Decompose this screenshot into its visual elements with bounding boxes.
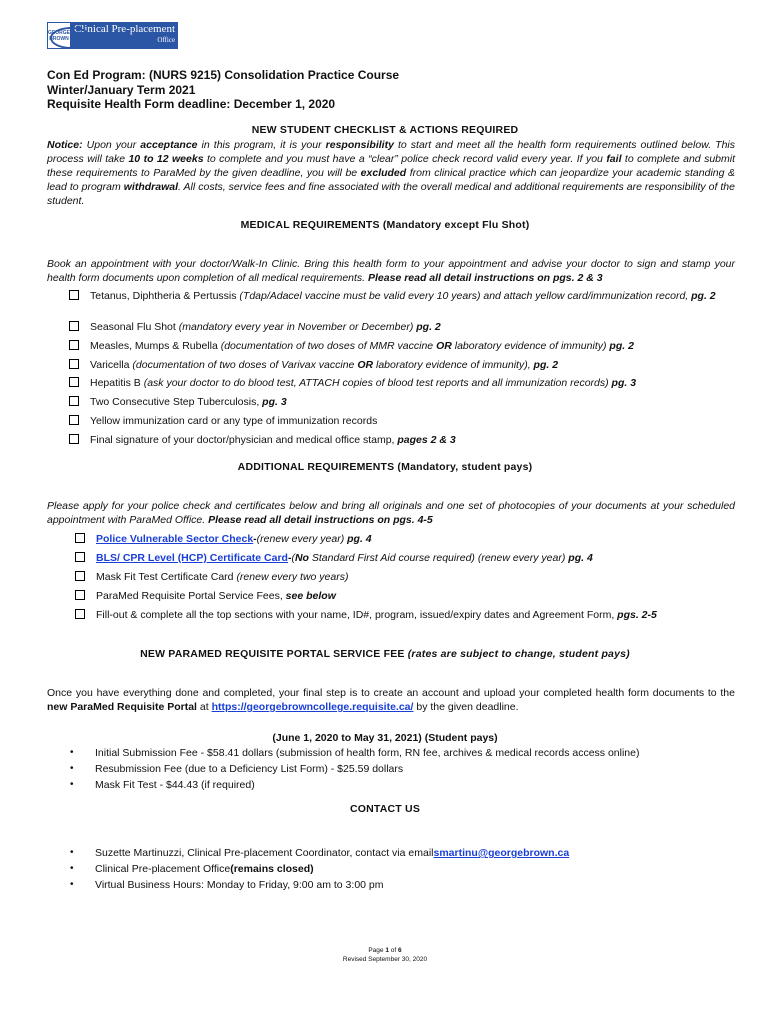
checklist-heading: NEW STUDENT CHECKLIST & ACTIONS REQUIRED	[251, 124, 519, 136]
checklist-item-tuberculosis[interactable]: Two Consecutive Step Tuberculosis, pg. 3	[69, 395, 730, 409]
contact-hours: • Virtual Business Hours: Monday to Friday, 9:00 am to 3:00 pm	[70, 879, 384, 891]
checklist-item-mask-fit[interactable]: Mask Fit Test Certificate Card (renew every two years)	[75, 570, 736, 584]
checklist-item-final-signature[interactable]: Final signature of your doctor/physician and medical office stamp, pages 2 & 3	[69, 433, 730, 447]
checklist-item-varicella[interactable]: Varicella (documentation of two doses of Varivax vaccine OR laboratory evidence of immunity), pg. 2	[69, 358, 730, 372]
portal-intro: Once you have everything done and completed, your final step is to create an account and upload your completed health form documents to the new ParaMed Requisite Portal at https://georgebrowncollege.requisite.ca/ by the given deadline.	[47, 687, 735, 713]
checkbox[interactable]	[75, 590, 85, 600]
notice-paragraph: Notice: Upon your acceptance in this program, it is your responsibility to start and meet all the health form requirements outlined below. This process will take 10 to 12 weeks to complete and you must have a “clear” police check record valid every year. If you fail to complete and submit these requirements to ParaMed by the given deadline, you will be excluded from clinical practice which can jeopardize your academic standing & lead to program withdrawal. All costs, service fees and fine associated with the overall medical and additional requirements are responsibility of the student.	[47, 139, 735, 207]
checklist-item-hepatitis-b[interactable]: Hepatitis B (ask your doctor to do blood test, ATTACH copies of blood test reports and all immunization records) pg. 3	[69, 376, 730, 390]
checklist-item-mmr[interactable]: Measles, Mumps & Rubella (documentation of two doses of MMR vaccine OR laboratory evidence of immunity) pg. 2	[69, 339, 730, 353]
checklist-item-tetanus[interactable]: Tetanus, Diphtheria & Pertussis (Tdap/Adacel vaccine must be valid every 10 years) and attach yellow card/immunization record, pg. 2	[69, 289, 730, 303]
email-link[interactable]: smartinu@georgebrown.ca	[433, 847, 570, 859]
list-item: • Initial Submission Fee - $58.41 dollars (submission of health form, RN fee, archives & medical records access online)	[70, 747, 640, 759]
term-title: Winter/January Term 2021	[47, 83, 196, 97]
logo-mark: GEORGE BROWN	[47, 22, 71, 49]
contact-office: • Clinical Pre-placement Office (remains closed)	[70, 863, 314, 875]
checkbox[interactable]	[69, 359, 79, 369]
checkbox[interactable]	[69, 290, 79, 300]
revision-date: Revised September 30, 2020	[342, 956, 428, 963]
checkbox[interactable]	[75, 552, 85, 562]
checklist-item-police-check[interactable]: Police Vulnerable Sector Check-(renew every year) pg. 4	[75, 532, 736, 546]
checklist-item-fill-out[interactable]: Fill-out & complete all the top sections with your name, ID#, program, issued/expiry dates and Agreement Form, pgs. 2-5	[75, 608, 736, 622]
checkbox[interactable]	[75, 533, 85, 543]
page-number: Page 1 of 6	[368, 947, 402, 954]
contact-heading: CONTACT US	[349, 803, 421, 815]
deadline-title: Requisite Health Form deadline: December 1, 2020	[47, 97, 336, 111]
checkbox[interactable]	[75, 571, 85, 581]
checklist-item-bls-cpr[interactable]: BLS/ CPR Level (HCP) Certificate Card-(No Standard First Aid course required) (renew every year) pg. 4	[75, 551, 736, 565]
program-title: Con Ed Program: (NURS 9215) Consolidation Practice Course	[47, 68, 400, 82]
medical-intro: Book an appointment with your doctor/Walk-In Clinic. Bring this health form to your appointment and advise your doctor to sign and stamp your health form documents upon completion of all medical requirements. Please read all detail instructions on pgs. 2 & 3	[47, 258, 735, 284]
checklist-item-yellow-card[interactable]: Yellow immunization card or any type of immunization records	[69, 414, 730, 428]
contact-person: • Suzette Martinuzzi, Clinical Pre-placement Coordinator, contact via email smartinu@georgebrown.ca	[70, 847, 570, 859]
list-item: • Resubmission Fee (due to a Deficiency List Form) - $25.59 dollars	[70, 763, 404, 775]
fee-period: (June 1, 2020 to May 31, 2021) (Student pays)	[272, 732, 498, 744]
list-item: • Mask Fit Test - $44.43 (if required)	[70, 779, 255, 791]
checkbox[interactable]	[69, 415, 79, 425]
checkbox[interactable]	[69, 434, 79, 444]
portal-link[interactable]: https://georgebrowncollege.requisite.ca/	[211, 701, 414, 713]
additional-intro: Please apply for your police check and certificates below and bring all originals and one set of photocopies of your documents at your scheduled appointment with ParaMed Office. Please read all detail instructions on pgs. 4-5	[47, 500, 735, 526]
logo-office-name: Clinical Pre-placement Office	[71, 22, 178, 49]
police-check-link[interactable]: Police Vulnerable Sector Check	[96, 533, 254, 545]
checkbox[interactable]	[69, 340, 79, 350]
medical-heading: MEDICAL REQUIREMENTS (Mandatory except Flu Shot)	[240, 219, 530, 231]
checkbox[interactable]	[75, 609, 85, 619]
checkbox[interactable]	[69, 396, 79, 406]
portal-heading: NEW PARAMED REQUISITE PORTAL SERVICE FEE (rates are subject to change, student pays)	[140, 648, 630, 660]
checklist-item-portal-fees[interactable]: ParaMed Requisite Portal Service Fees, see below	[75, 589, 736, 603]
checkbox[interactable]	[69, 377, 79, 387]
college-logo	[47, 22, 176, 49]
checklist-item-flu-shot[interactable]: Seasonal Flu Shot (mandatory every year in November or December) pg. 2	[69, 320, 730, 334]
bls-cpr-link[interactable]: BLS/ CPR Level (HCP) Certificate Card	[96, 552, 288, 564]
additional-heading: ADDITIONAL REQUIREMENTS (Mandatory, student pays)	[237, 461, 533, 473]
checkbox[interactable]	[69, 321, 79, 331]
